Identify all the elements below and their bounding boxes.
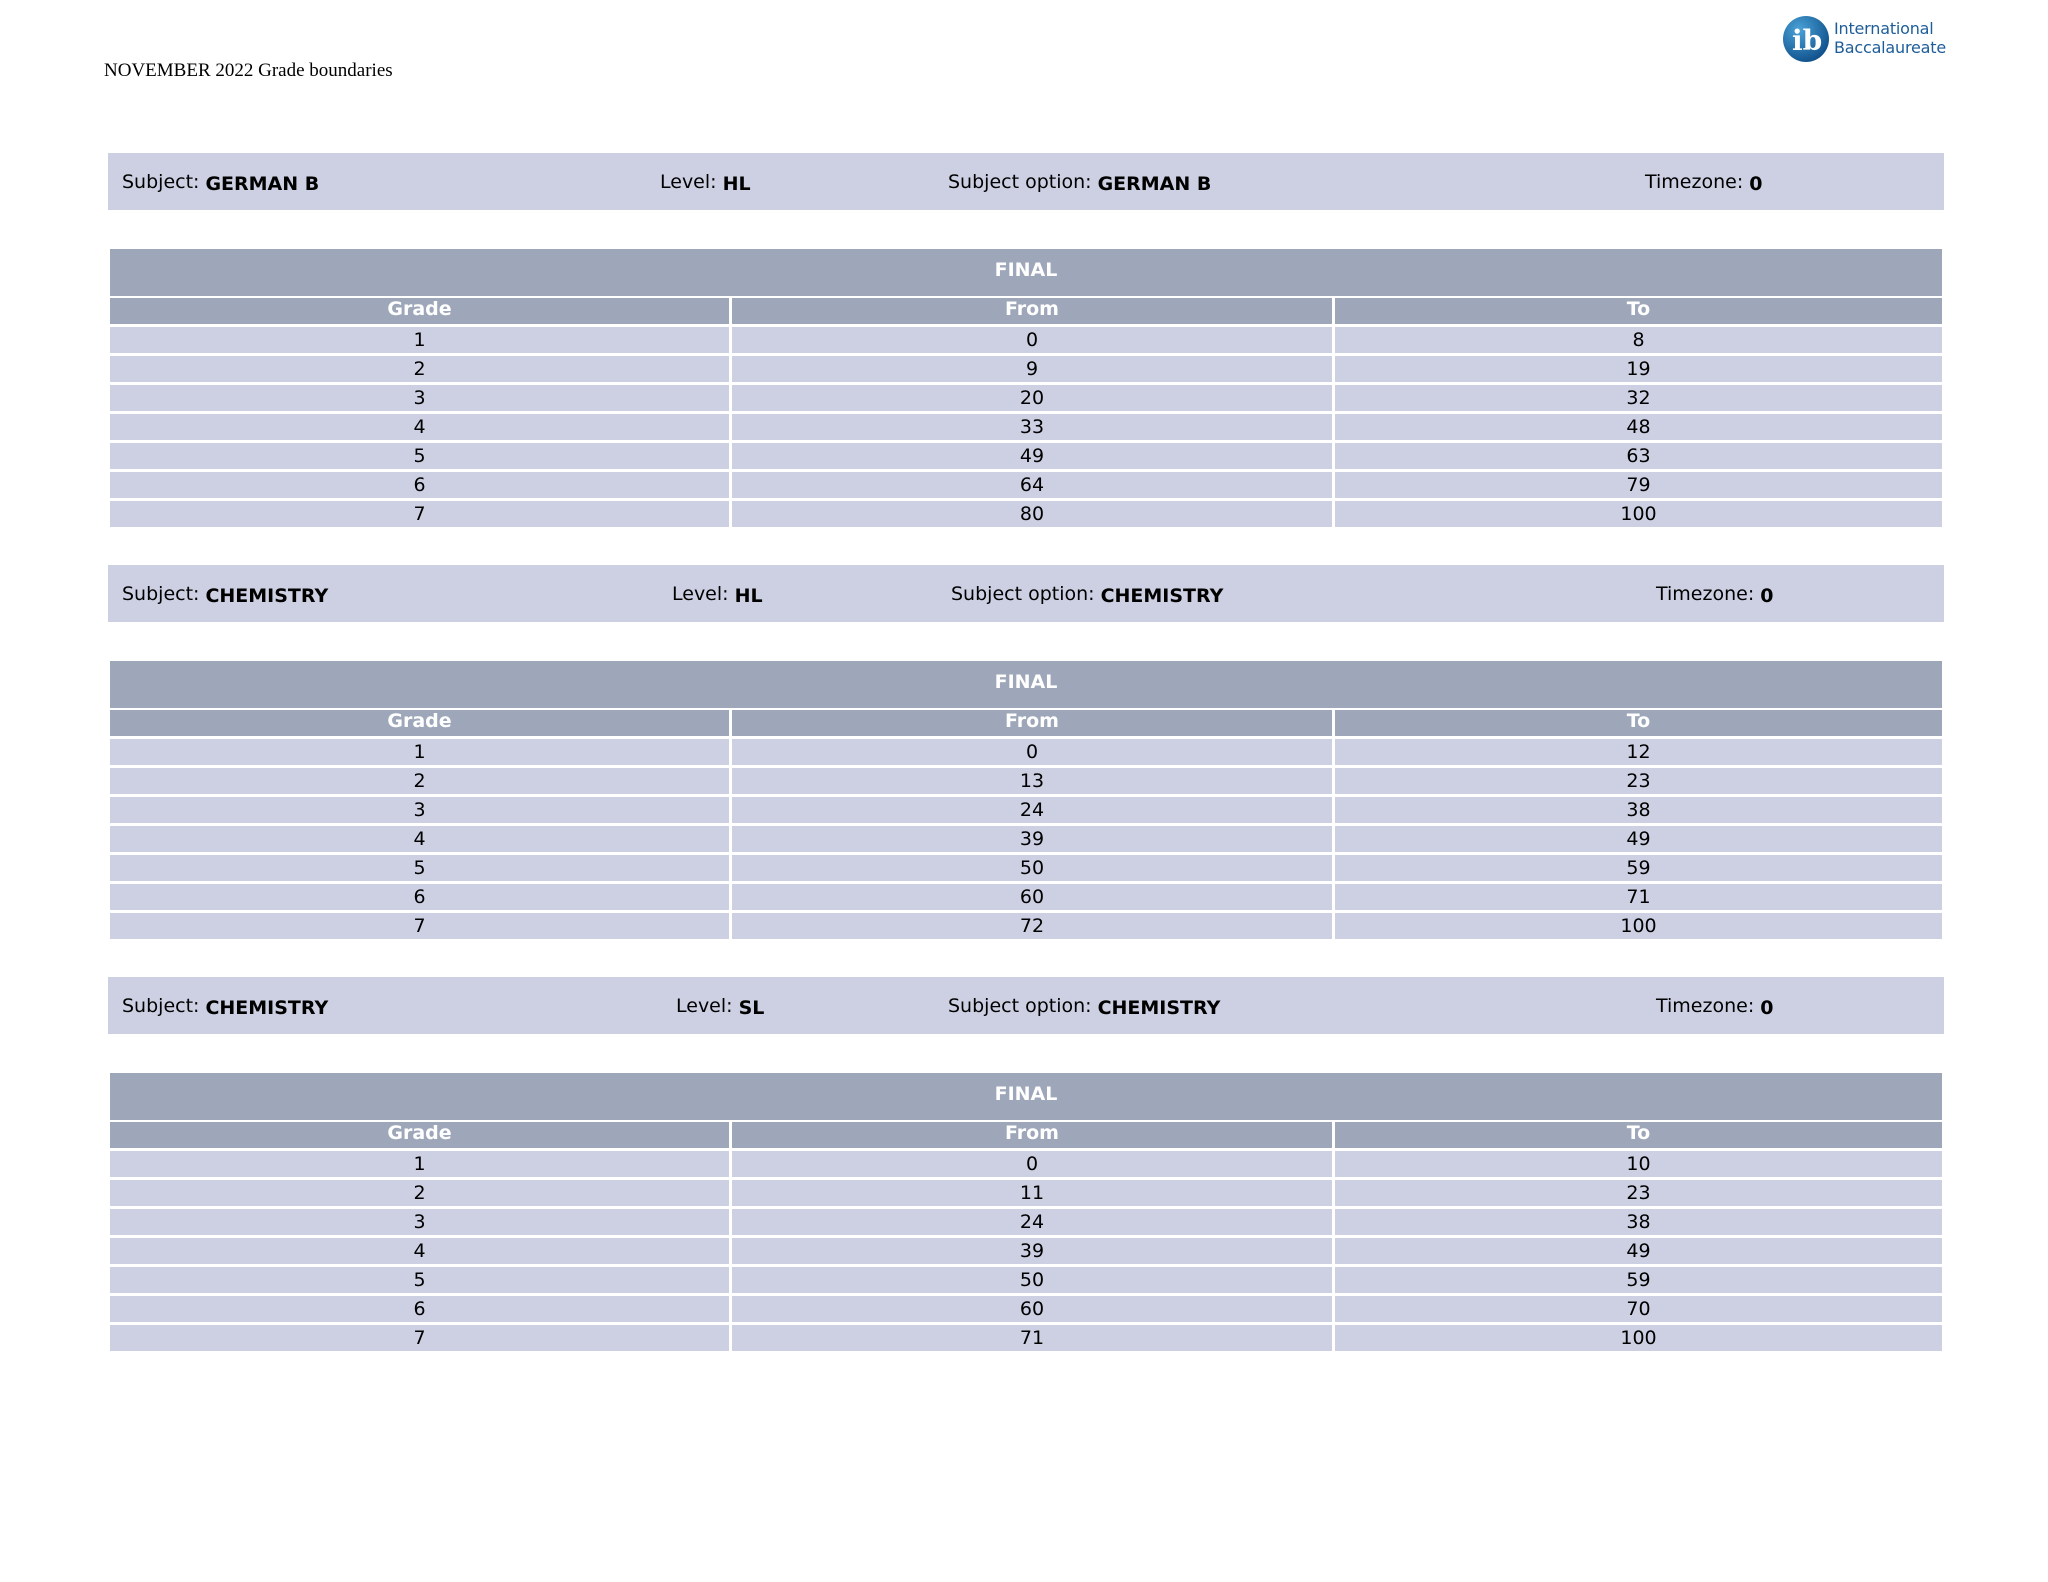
timezone-field xyxy=(1656,995,1773,1017)
level-label: Level: xyxy=(676,995,733,1017)
to-cell: 100 xyxy=(1335,1325,1942,1351)
level-field xyxy=(660,171,751,193)
grade-cell: 1 xyxy=(110,327,729,353)
grade-cell: 6 xyxy=(110,472,729,498)
from-cell: 0 xyxy=(732,1151,1332,1177)
to-cell: 32 xyxy=(1335,385,1942,411)
to-cell: 49 xyxy=(1335,826,1942,852)
grade-boundaries-table xyxy=(110,249,1942,527)
from-cell: 80 xyxy=(732,501,1332,527)
from-cell: 60 xyxy=(732,1296,1332,1322)
subject-option-label: Subject option: xyxy=(948,995,1092,1017)
to-cell: 70 xyxy=(1335,1296,1942,1322)
level-field xyxy=(672,583,763,605)
from-cell: 20 xyxy=(732,385,1332,411)
grade-cell: 4 xyxy=(110,1238,729,1264)
level-value: SL xyxy=(738,997,765,1019)
to-cell: 79 xyxy=(1335,472,1942,498)
from-cell: 64 xyxy=(732,472,1332,498)
table-row xyxy=(110,1238,1942,1264)
timezone-field xyxy=(1645,171,1762,193)
timezone-value: 0 xyxy=(1760,585,1774,607)
subject-option-label: Subject option: xyxy=(951,583,1095,605)
to-cell: 71 xyxy=(1335,884,1942,910)
subject-value: GERMAN B xyxy=(205,173,320,195)
from-cell: 39 xyxy=(732,1238,1332,1264)
subject-label: Subject: xyxy=(122,171,200,193)
logo-line-2: Baccalaureate xyxy=(1834,38,1946,57)
subject-option-field xyxy=(951,583,1223,605)
table-row xyxy=(110,1209,1942,1235)
to-cell: 63 xyxy=(1335,443,1942,469)
from-cell: 24 xyxy=(732,1209,1332,1235)
to-cell: 49 xyxy=(1335,1238,1942,1264)
grade-cell: 7 xyxy=(110,913,729,939)
timezone-field xyxy=(1656,583,1773,605)
subject-option-value: CHEMISTRY xyxy=(1100,585,1224,607)
table-row xyxy=(110,797,1942,823)
level-field xyxy=(676,995,764,1017)
grade-cell: 4 xyxy=(110,826,729,852)
grade-section-2 xyxy=(108,565,1944,937)
ib-logo xyxy=(1782,15,1944,65)
table-row xyxy=(110,327,1942,353)
to-column-header: To xyxy=(1335,298,1942,324)
grade-cell: 5 xyxy=(110,855,729,881)
timezone-label: Timezone: xyxy=(1656,583,1755,605)
table-row xyxy=(110,385,1942,411)
to-cell: 23 xyxy=(1335,768,1942,794)
from-cell: 50 xyxy=(732,855,1332,881)
grade-cell: 1 xyxy=(110,739,729,765)
grade-cell: 4 xyxy=(110,414,729,440)
table-row xyxy=(110,768,1942,794)
grade-boundaries-table xyxy=(110,661,1942,939)
timezone-label: Timezone: xyxy=(1645,171,1744,193)
grade-cell: 3 xyxy=(110,385,729,411)
from-cell: 13 xyxy=(732,768,1332,794)
grade-cell: 6 xyxy=(110,884,729,910)
table-header-row xyxy=(110,1122,1942,1148)
level-label: Level: xyxy=(672,583,729,605)
from-cell: 0 xyxy=(732,739,1332,765)
timezone-label: Timezone: xyxy=(1656,995,1755,1017)
ib-logo-wordmark xyxy=(1834,19,1946,57)
from-cell: 24 xyxy=(732,797,1332,823)
to-cell: 19 xyxy=(1335,356,1942,382)
to-cell: 38 xyxy=(1335,797,1942,823)
level-value: HL xyxy=(722,173,751,195)
table-row xyxy=(110,356,1942,382)
table-header-row xyxy=(110,710,1942,736)
grade-cell: 2 xyxy=(110,768,729,794)
final-header: FINAL xyxy=(110,1073,1942,1120)
grade-cell: 1 xyxy=(110,1151,729,1177)
grade-column-header: Grade xyxy=(110,710,729,736)
from-cell: 50 xyxy=(732,1267,1332,1293)
subject-label: Subject: xyxy=(122,995,200,1017)
from-cell: 60 xyxy=(732,884,1332,910)
table-row xyxy=(110,913,1942,939)
table-row xyxy=(110,501,1942,527)
to-cell: 8 xyxy=(1335,327,1942,353)
table-row xyxy=(110,1180,1942,1206)
subject-value: CHEMISTRY xyxy=(205,997,329,1019)
to-column-header: To xyxy=(1335,710,1942,736)
to-cell: 100 xyxy=(1335,501,1942,527)
subject-option-value: GERMAN B xyxy=(1097,173,1212,195)
grade-column-header: Grade xyxy=(110,1122,729,1148)
subject-bar xyxy=(108,565,1944,622)
table-row xyxy=(110,1151,1942,1177)
grade-cell: 5 xyxy=(110,443,729,469)
grade-boundaries-table xyxy=(110,1073,1942,1351)
grade-cell: 7 xyxy=(110,1325,729,1351)
subject-option-field xyxy=(948,171,1211,193)
ib-logo-icon xyxy=(1782,15,1830,63)
table-row xyxy=(110,1267,1942,1293)
subject-option-label: Subject option: xyxy=(948,171,1092,193)
to-cell: 12 xyxy=(1335,739,1942,765)
grade-cell: 6 xyxy=(110,1296,729,1322)
grade-cell: 2 xyxy=(110,1180,729,1206)
level-label: Level: xyxy=(660,171,717,193)
to-cell: 23 xyxy=(1335,1180,1942,1206)
from-cell: 0 xyxy=(732,327,1332,353)
final-header: FINAL xyxy=(110,661,1942,708)
grade-cell: 5 xyxy=(110,1267,729,1293)
subject-value: CHEMISTRY xyxy=(205,585,329,607)
final-header: FINAL xyxy=(110,249,1942,296)
svg-text:ib: ib xyxy=(1792,24,1823,57)
from-cell: 71 xyxy=(732,1325,1332,1351)
grade-cell: 3 xyxy=(110,1209,729,1235)
grade-cell: 7 xyxy=(110,501,729,527)
subject-field xyxy=(122,583,328,605)
table-row xyxy=(110,884,1942,910)
grade-cell: 3 xyxy=(110,797,729,823)
timezone-value: 0 xyxy=(1749,173,1763,195)
timezone-value: 0 xyxy=(1760,997,1774,1019)
table-row xyxy=(110,1296,1942,1322)
from-cell: 33 xyxy=(732,414,1332,440)
to-cell: 59 xyxy=(1335,1267,1942,1293)
grade-section-1 xyxy=(108,153,1944,525)
table-row xyxy=(110,443,1942,469)
logo-line-1: International xyxy=(1834,19,1934,38)
subject-field xyxy=(122,171,319,193)
from-cell: 9 xyxy=(732,356,1332,382)
table-row xyxy=(110,1325,1942,1351)
to-column-header: To xyxy=(1335,1122,1942,1148)
to-cell: 59 xyxy=(1335,855,1942,881)
from-column-header: From xyxy=(732,1122,1332,1148)
from-cell: 49 xyxy=(732,443,1332,469)
from-column-header: From xyxy=(732,710,1332,736)
grade-section-3 xyxy=(108,977,1944,1349)
subject-option-value: CHEMISTRY xyxy=(1097,997,1221,1019)
from-cell: 72 xyxy=(732,913,1332,939)
table-header-row xyxy=(110,298,1942,324)
level-value: HL xyxy=(734,585,763,607)
table-row xyxy=(110,739,1942,765)
subject-field xyxy=(122,995,328,1017)
subject-bar xyxy=(108,977,1944,1034)
to-cell: 100 xyxy=(1335,913,1942,939)
from-column-header: From xyxy=(732,298,1332,324)
to-cell: 10 xyxy=(1335,1151,1942,1177)
from-cell: 11 xyxy=(732,1180,1332,1206)
subject-option-field xyxy=(948,995,1220,1017)
to-cell: 48 xyxy=(1335,414,1942,440)
table-row xyxy=(110,472,1942,498)
to-cell: 38 xyxy=(1335,1209,1942,1235)
from-cell: 39 xyxy=(732,826,1332,852)
subject-bar xyxy=(108,153,1944,210)
grade-cell: 2 xyxy=(110,356,729,382)
table-row xyxy=(110,855,1942,881)
document-title: NOVEMBER 2022 Grade boundaries xyxy=(104,60,393,81)
table-row xyxy=(110,826,1942,852)
grade-column-header: Grade xyxy=(110,298,729,324)
table-row xyxy=(110,414,1942,440)
subject-label: Subject: xyxy=(122,583,200,605)
